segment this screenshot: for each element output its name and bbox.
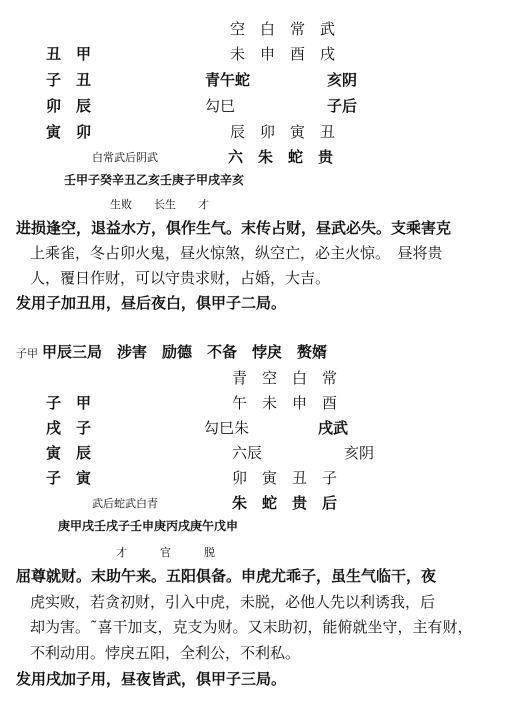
s1-row3-left: 卯 辰: [46, 97, 92, 115]
s2-row1-right: 午 未 申 酉: [232, 394, 338, 412]
s2-para1-line4: 不利动用。悖戾五阳，全利公，不利私。: [30, 644, 301, 662]
s1-row3-mid: 勾巳: [205, 97, 236, 115]
s2-row1-left: 子 甲: [46, 394, 92, 412]
s1-row2-right: 亥阴: [327, 71, 358, 89]
s1-gods-small: 白常武后阴武: [92, 151, 158, 164]
s2-status-line: 才 官 脱: [116, 546, 215, 559]
s1-status-line: 生败 长生 才: [110, 198, 209, 211]
s1-para1-line3: 人，覆日作财，可以守贵求财，占婚，大吉。: [30, 269, 331, 287]
s1-row3-right: 子后: [327, 97, 358, 115]
s1-stems-line: 壬甲子癸辛丑乙亥壬庚子甲戌辛亥: [64, 173, 245, 187]
s2-row2-left: 戌 子: [46, 419, 92, 437]
s1-para1-line1: 进损逢空，退益水方，俱作生气。末传占财，昼武必失。支乘害克: [16, 219, 452, 237]
s2-row2-right: 戌武: [318, 419, 349, 437]
s2-row3-mid: 六辰: [232, 444, 263, 462]
s1-row1-right: 未 申 酉 戌: [230, 45, 336, 63]
s1-heaven-general-row: 空 白 常 武: [230, 20, 336, 38]
s1-row2-left: 子 丑: [46, 71, 92, 89]
s2-row3-right: 亥阴: [344, 444, 375, 462]
s2-title-prefix: 子甲: [16, 347, 38, 360]
s2-para1-line2: 虎实败，若贪初财，引入中虎，未脱，必他人先以利诱我，后: [30, 593, 436, 611]
s2-row2-mid: 勾巳朱: [204, 419, 250, 437]
s1-row1-left: 丑 甲: [46, 45, 92, 63]
s2-gods-small: 武后蛇武白青: [92, 497, 158, 510]
s2-stems-line: 庚甲戌壬戌子壬申庚丙戌庚午戊申: [58, 519, 239, 533]
s1-row4-left: 寅 卯: [46, 123, 92, 141]
s1-row2-mid: 青午蛇: [205, 71, 251, 89]
s1-row4-right: 辰 卯 寅 丑: [230, 123, 336, 141]
s2-row4-left: 子 寅: [46, 469, 92, 487]
s2-para1-line1: 屈尊就财。末助午来。五阳俱备。申虎尤乖子，虽生气临干，夜: [16, 567, 437, 585]
s2-para2: 发用戌加子用，昼夜皆武，俱甲子三局。: [16, 670, 287, 688]
s2-row4-right: 卯 寅 丑 子: [232, 469, 338, 487]
s2-heaven-general-row: 青 空 白 常: [232, 369, 338, 387]
s1-gods-row: 六 朱 蛇 贵: [228, 148, 334, 166]
s2-row3-left: 寅 辰: [46, 444, 92, 462]
s2-gods-row: 朱 蛇 贵 后: [232, 494, 338, 512]
s1-para2: 发用子加丑用，昼后夜白，俱甲子二局。: [16, 294, 287, 312]
s1-para1-line2: 上乘雀，冬占卯火鬼，昼火惊煞，纵空亡，必主火惊。 昼将贵: [30, 244, 443, 262]
s2-title: 甲辰三局 涉害 励德 不备 悖戾 赘婿: [42, 343, 328, 361]
s2-para1-line3: 却为害。˜喜干加支，克支为财。又末助初，能俯就坐守，主有财，: [30, 618, 473, 636]
